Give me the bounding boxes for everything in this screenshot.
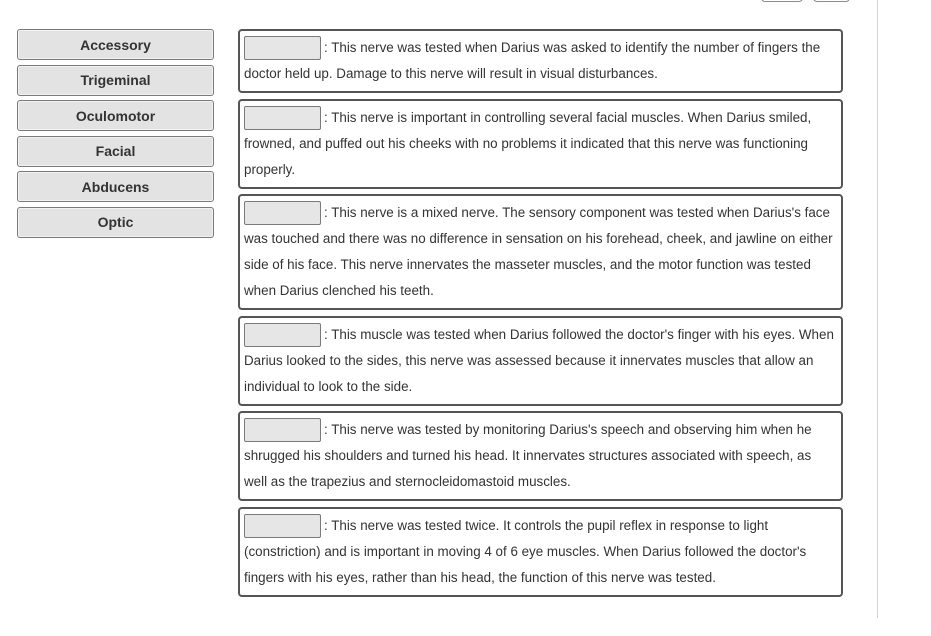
statement-text: : This nerve was tested by monitoring Darius's speech and observing him when he shrugged his shoulders and turned his head. It innervates structures associated with speech, as well as the trapezius and sternocleidomastoid muscles. xyxy=(244,422,812,489)
word-tile-accessory[interactable]: Accessory xyxy=(17,29,214,60)
statement-card xyxy=(238,29,843,93)
answer-drop-target[interactable] xyxy=(244,36,321,60)
statement-text: : This nerve was tested twice. It controls the pupil reflex in response to light (constriction) and is important in moving 4 of 6 eye muscles. When Darius followed the doctor's fingers with his eyes, rather than his head, the function of this nerve was tested. xyxy=(244,517,807,585)
statement-text: : This nerve is a mixed nerve. The sensory component was tested when Darius's face was touched and there was no difference in sensation on his forehead, cheek, and jawline on either side of his face. This nerve innervates the masseter muscles, and the motor function was tested when Darius clenched his teeth. xyxy=(244,205,833,298)
answer-drop-target[interactable] xyxy=(244,418,321,442)
statement-text: : This nerve is important in controlling several facial muscles. When Darius smiled, frowned, and puffed out his cheeks with no problems it indicated that this nerve was functioning properly. xyxy=(244,109,812,177)
answer-drop-target[interactable] xyxy=(244,201,321,225)
word-bank xyxy=(17,29,214,242)
word-tile-optic[interactable]: Optic xyxy=(17,207,214,238)
statement-card xyxy=(238,194,843,310)
statement-card xyxy=(238,411,843,501)
top-toolbar-button[interactable] xyxy=(813,0,850,2)
top-toolbar-button[interactable] xyxy=(761,0,803,2)
statement-card xyxy=(238,316,843,406)
answer-drop-target[interactable] xyxy=(244,323,321,347)
statement-list xyxy=(238,29,843,602)
statement-card xyxy=(238,507,843,597)
word-tile-abducens[interactable]: Abducens xyxy=(17,171,214,202)
answer-drop-target[interactable] xyxy=(244,514,321,538)
panel-divider xyxy=(877,0,878,618)
statement-text: : This muscle was tested when Darius followed the doctor's finger with his eyes. When Darius looked to the sides, this nerve was assessed because it innervates muscles that allow an individual to look to the side. xyxy=(244,326,834,394)
word-tile-facial[interactable]: Facial xyxy=(17,136,214,167)
answer-drop-target[interactable] xyxy=(244,106,321,130)
statement-text: : This nerve was tested when Darius was asked to identify the number of fingers the doctor held up. Damage to this nerve will result in visual disturbances. xyxy=(244,40,821,81)
word-tile-trigeminal[interactable]: Trigeminal xyxy=(17,65,214,96)
word-tile-oculomotor[interactable]: Oculomotor xyxy=(17,100,214,131)
statement-card xyxy=(238,99,843,189)
